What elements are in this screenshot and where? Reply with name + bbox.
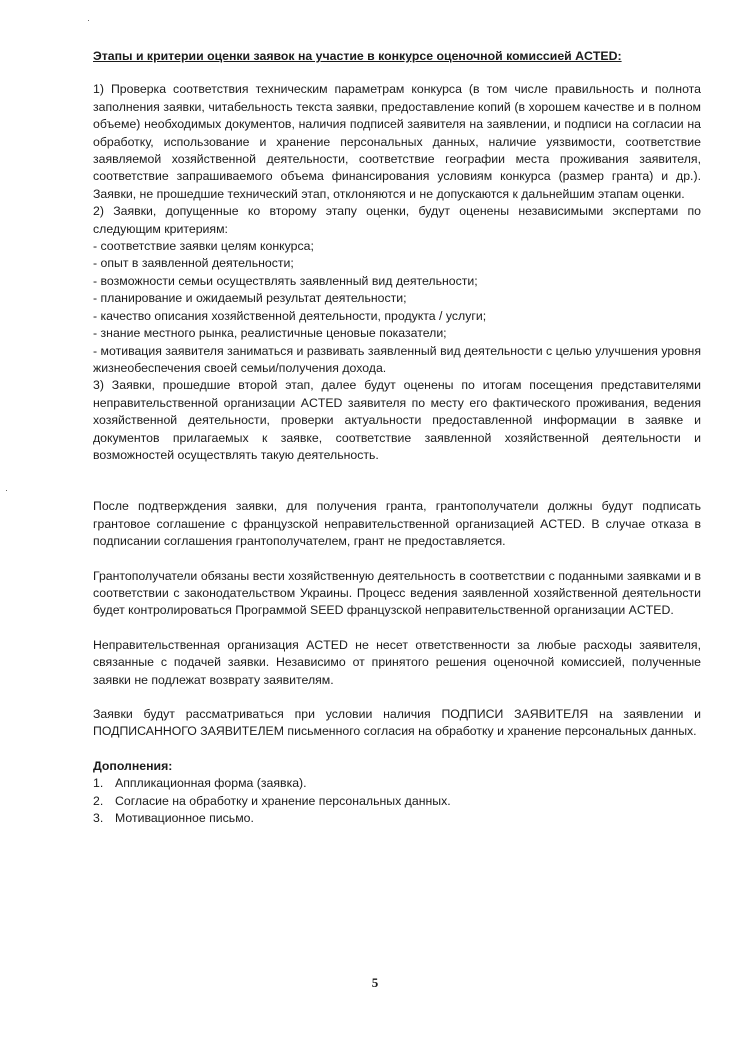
- criterion-item: - соответствие заявки целям конкурса;: [93, 239, 314, 254]
- appendix-item: [93, 775, 701, 792]
- scan-speck: [6, 490, 7, 491]
- criterion-item: - мотивация заявителя заниматься и развивать заявленный вид деятельности с целью улучшения уровня жизнеобеспечения своей семьи/получения дохода.: [93, 343, 701, 375]
- appendix-item-text: Согласие на обработку и хранение персональных данных.: [115, 793, 451, 808]
- criterion-item: - планирование и ожидаемый результат деятельности;: [93, 291, 407, 306]
- page-number: 5: [371, 975, 379, 990]
- liability-paragraph: Неправительственная организация ACTED не несет ответственности за любые расходы заявителя, связанные с подачей заявки. Независимо от принятого решения оценочной комиссией, полученные заявки не подлежат возврату заявителям.: [93, 637, 701, 687]
- appendix-item-number: 3.: [93, 811, 104, 826]
- document-title: Этапы и критерии оценки заявок на участие в конкурсе оценочной комиссией ACTED:: [93, 49, 622, 63]
- appendix-item: [93, 810, 701, 827]
- criterion-item: - качество описания хозяйственной деятельности, продукта / услуги;: [93, 308, 487, 323]
- agreement-paragraph: После подтверждения заявки, для получения гранта, грантополучатели должны будут подписать грантовое соглашение с французской неправительственной организацией ACTED. В случае отказа в подписании соглашения грантополучателем, грант не предоставляется.: [93, 499, 701, 549]
- stage-3-paragraph: 3) Заявки, прошедшие второй этап, далее будут оценены по итогам посещения представителями неправительственной организации ACTED заявителя по месту его фактического проживания, ведения хозяйственной деятельности, проверки актуальности предоставленной информации в заявке и документов прилагаемых к заявке, соответствие заявленной хозяйственной деятельности и возможностей осуществлять такую деятельность.: [93, 378, 701, 462]
- criterion-item: - знание местного рынка, реалистичные ценовые показатели;: [93, 326, 447, 341]
- appendix-heading: Дополнения:: [93, 758, 173, 773]
- document-page: [93, 48, 701, 827]
- signature-paragraph: Заявки будут рассматриваться при условии наличия ПОДПИСИ ЗАЯВИТЕЛЯ на заявлении и ПОДПИСАННОГО ЗАЯВИТЕЛЕМ письменного согласия на обработку и хранение персональных данных.: [93, 707, 701, 739]
- obligations-paragraph: Грантополучатели обязаны вести хозяйственную деятельность в соответствии с поданными заявками и в соответствии с законодательством Украины. Процесс ведения заявленной хозяйственной деятельности будет контролироваться Программой SEED французской неправительственной организации ACTED.: [93, 568, 701, 618]
- criterion-item: - опыт в заявленной деятельности;: [93, 256, 294, 271]
- appendix-item-text: Мотивационное письмо.: [115, 811, 254, 826]
- criterion-item: - возможности семьи осуществлять заявленный вид деятельности;: [93, 273, 478, 288]
- stage-1-paragraph: 1) Проверка соответствия техническим параметрам конкурса (в том числе правильность и полнота заполнения заявки, читабельность текста заявки, предоставление копий (в хорошем качестве и в полном объеме) необходимых документов, наличия подписей заявителя на заявлении, и подписи на согласии на обработку, использование и хранение персональных данных, наличие уязвимости, соответствие заявляемой хозяйственной деятельности, соответствие географии места проживания заявителя, соответствие запрашиваемого объема финансирования условиям конкурса (размер гранта) и др.). Заявки, не прошедшие технический этап, отклоняются и не допускаются к дальнейшим этапам оценки.: [93, 82, 701, 201]
- appendix-item-text: Аппликационная форма (заявка).: [115, 776, 307, 791]
- appendix-list: [93, 775, 701, 827]
- appendix-item-number: 1.: [93, 776, 104, 791]
- criteria-list: [93, 238, 701, 377]
- stage-2-intro: 2) Заявки, допущенные ко второму этапу оценки, будут оценены независимыми экспертами по следующим критериям:: [93, 204, 701, 236]
- scan-speck: [88, 20, 89, 21]
- appendix-item-number: 2.: [93, 793, 104, 808]
- appendix-item: [93, 793, 701, 810]
